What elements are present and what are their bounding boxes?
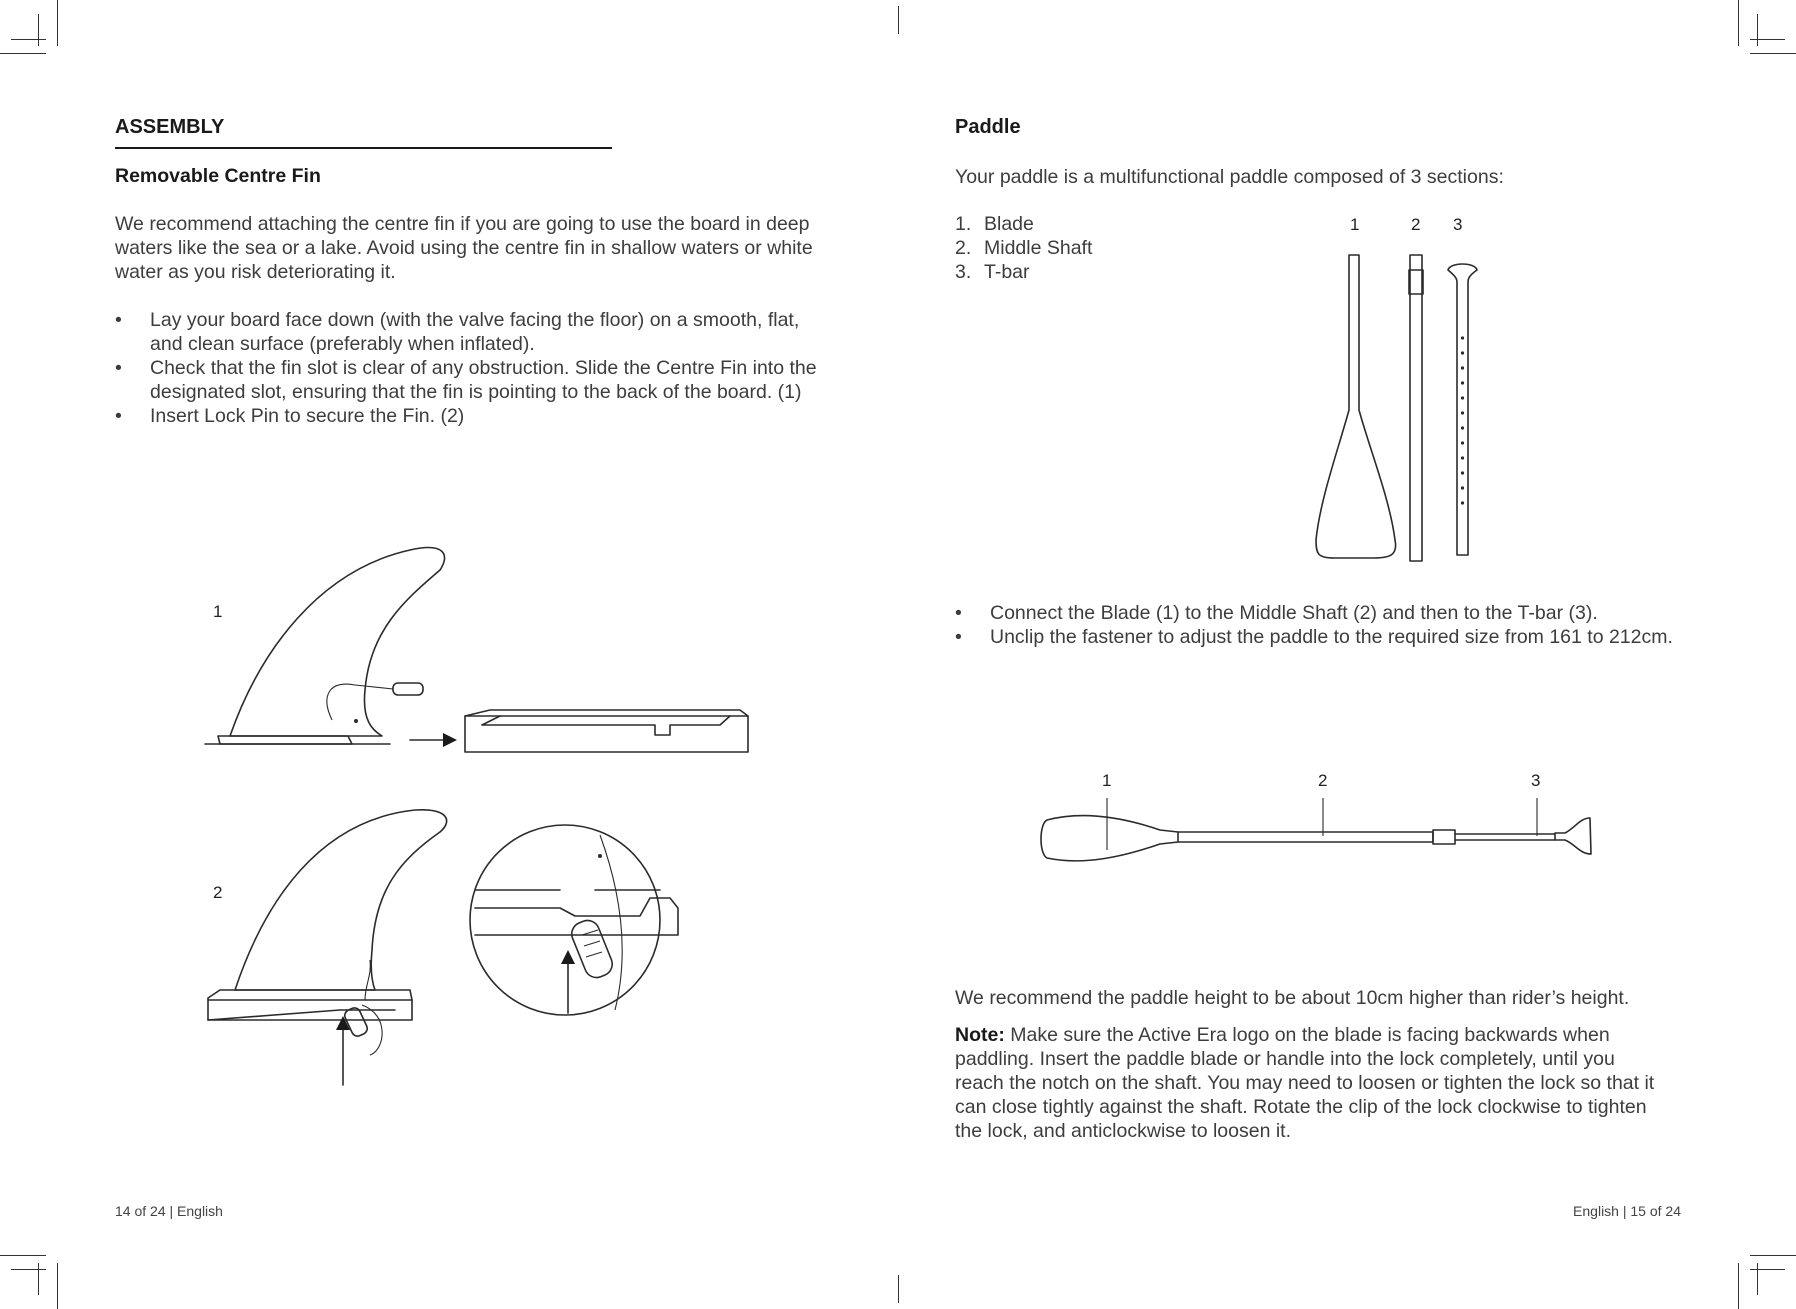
fin-intro-paragraph [115, 212, 855, 284]
paddle-parts-illustration [1310, 250, 1490, 570]
arrow-right-icon [410, 733, 457, 747]
part-label-2: 2 [1411, 215, 1421, 234]
part-item: 2. Middle Shaft [955, 237, 1093, 259]
section-title-paddle: Paddle [955, 116, 1021, 138]
note-paragraph [955, 1023, 1745, 1143]
assembled-label-3: 3 [1531, 771, 1541, 790]
paddle-step: • Unclip the fastener to adjust the paddle to the required size from 161 to 212cm. [955, 625, 1745, 649]
page-number: 14 of 24 [115, 1203, 166, 1219]
part-label-1: 1 [1350, 215, 1360, 234]
heading-rule [115, 147, 612, 149]
assembled-paddle-illustration [1035, 790, 1605, 890]
page-number: 15 of 24 [1630, 1203, 1681, 1219]
figure-label-1: 1 [213, 602, 223, 621]
paddle-steps-list [955, 601, 1745, 649]
note-line: can close tightly against the shaft. Rotate the clip of the lock clockwise to tighten [955, 1096, 1647, 1118]
section-title-assembly: ASSEMBLY [115, 116, 225, 138]
note-line: paddling. Insert the paddle blade or handle into the lock completely, until you [955, 1048, 1615, 1070]
intro-line: We recommend attaching the centre fin if you are going to use the board in deep [115, 213, 810, 235]
fin-steps-list [115, 308, 875, 428]
step-line: • Check that the fin slot is clear of any obstruction. Slide the Centre Fin into the [150, 357, 817, 379]
footer-language: English [1573, 1203, 1619, 1219]
arrow-up-icon [561, 950, 575, 1013]
assembled-label-2: 2 [1318, 771, 1328, 790]
centre-fin-drawing [205, 548, 445, 744]
note-label: Note: [955, 1024, 1005, 1046]
note-line: reach the notch on the shaft. You may need to loosen or tighten the lock so that it [955, 1072, 1655, 1094]
fin-step [115, 404, 875, 428]
footer-separator: | [1622, 1203, 1627, 1219]
middle-shaft-drawing [1409, 255, 1423, 561]
figure-label-2: 2 [213, 883, 223, 902]
paddle-step: • Connect the Blade (1) to the Middle Shaft (2) and then to the T-bar (3). [955, 601, 1745, 625]
blade-drawing [1316, 255, 1396, 558]
footer-language: English [177, 1203, 223, 1219]
subsection-title-centre-fin: Removable Centre Fin [115, 165, 321, 187]
footer-right [1573, 1203, 1681, 1219]
fin-illustration [200, 530, 760, 1090]
part-item: 3. T-bar [955, 261, 1030, 283]
board-slot-drawing [465, 710, 748, 752]
part-label-3: 3 [1453, 215, 1463, 234]
detail-zoom-drawing [470, 825, 678, 1015]
assembled-label-1: 1 [1102, 771, 1112, 790]
fin-step [115, 308, 875, 356]
note-line: the lock, and anticlockwise to loosen it. [955, 1120, 1292, 1142]
note-line: Make sure the Active Era logo on the blade is facing backwards when [1004, 1024, 1610, 1046]
paddle-parts-list [955, 212, 1092, 284]
t-bar-drawing [1448, 264, 1477, 555]
arrow-up-icon [336, 1016, 350, 1085]
step-line: and clean surface (preferably when inflated). [150, 333, 535, 355]
fin-step [115, 356, 875, 404]
assembled-paddle-drawing [1041, 798, 1591, 861]
height-recommendation: We recommend the paddle height to be about 10cm higher than rider’s height. [955, 987, 1630, 1009]
step-line: • Lay your board face down (with the valve facing the floor) on a smooth, flat, [150, 309, 800, 331]
step-line: • Insert Lock Pin to secure the Fin. (2) [150, 405, 465, 427]
fin-in-board-drawing [208, 810, 447, 1055]
intro-line: waters like the sea or a lake. Avoid using the centre fin in shallow waters or white [115, 237, 813, 259]
intro-line: water as you risk deteriorating it. [115, 261, 396, 283]
part-item: 1. Blade [955, 213, 1034, 235]
footer-left [115, 1203, 223, 1219]
footer-separator: | [169, 1203, 174, 1219]
step-line: designated slot, ensuring that the fin is pointing to the back of the board. (1) [150, 381, 802, 403]
paddle-intro: Your paddle is a multifunctional paddle composed of 3 sections: [955, 166, 1504, 188]
